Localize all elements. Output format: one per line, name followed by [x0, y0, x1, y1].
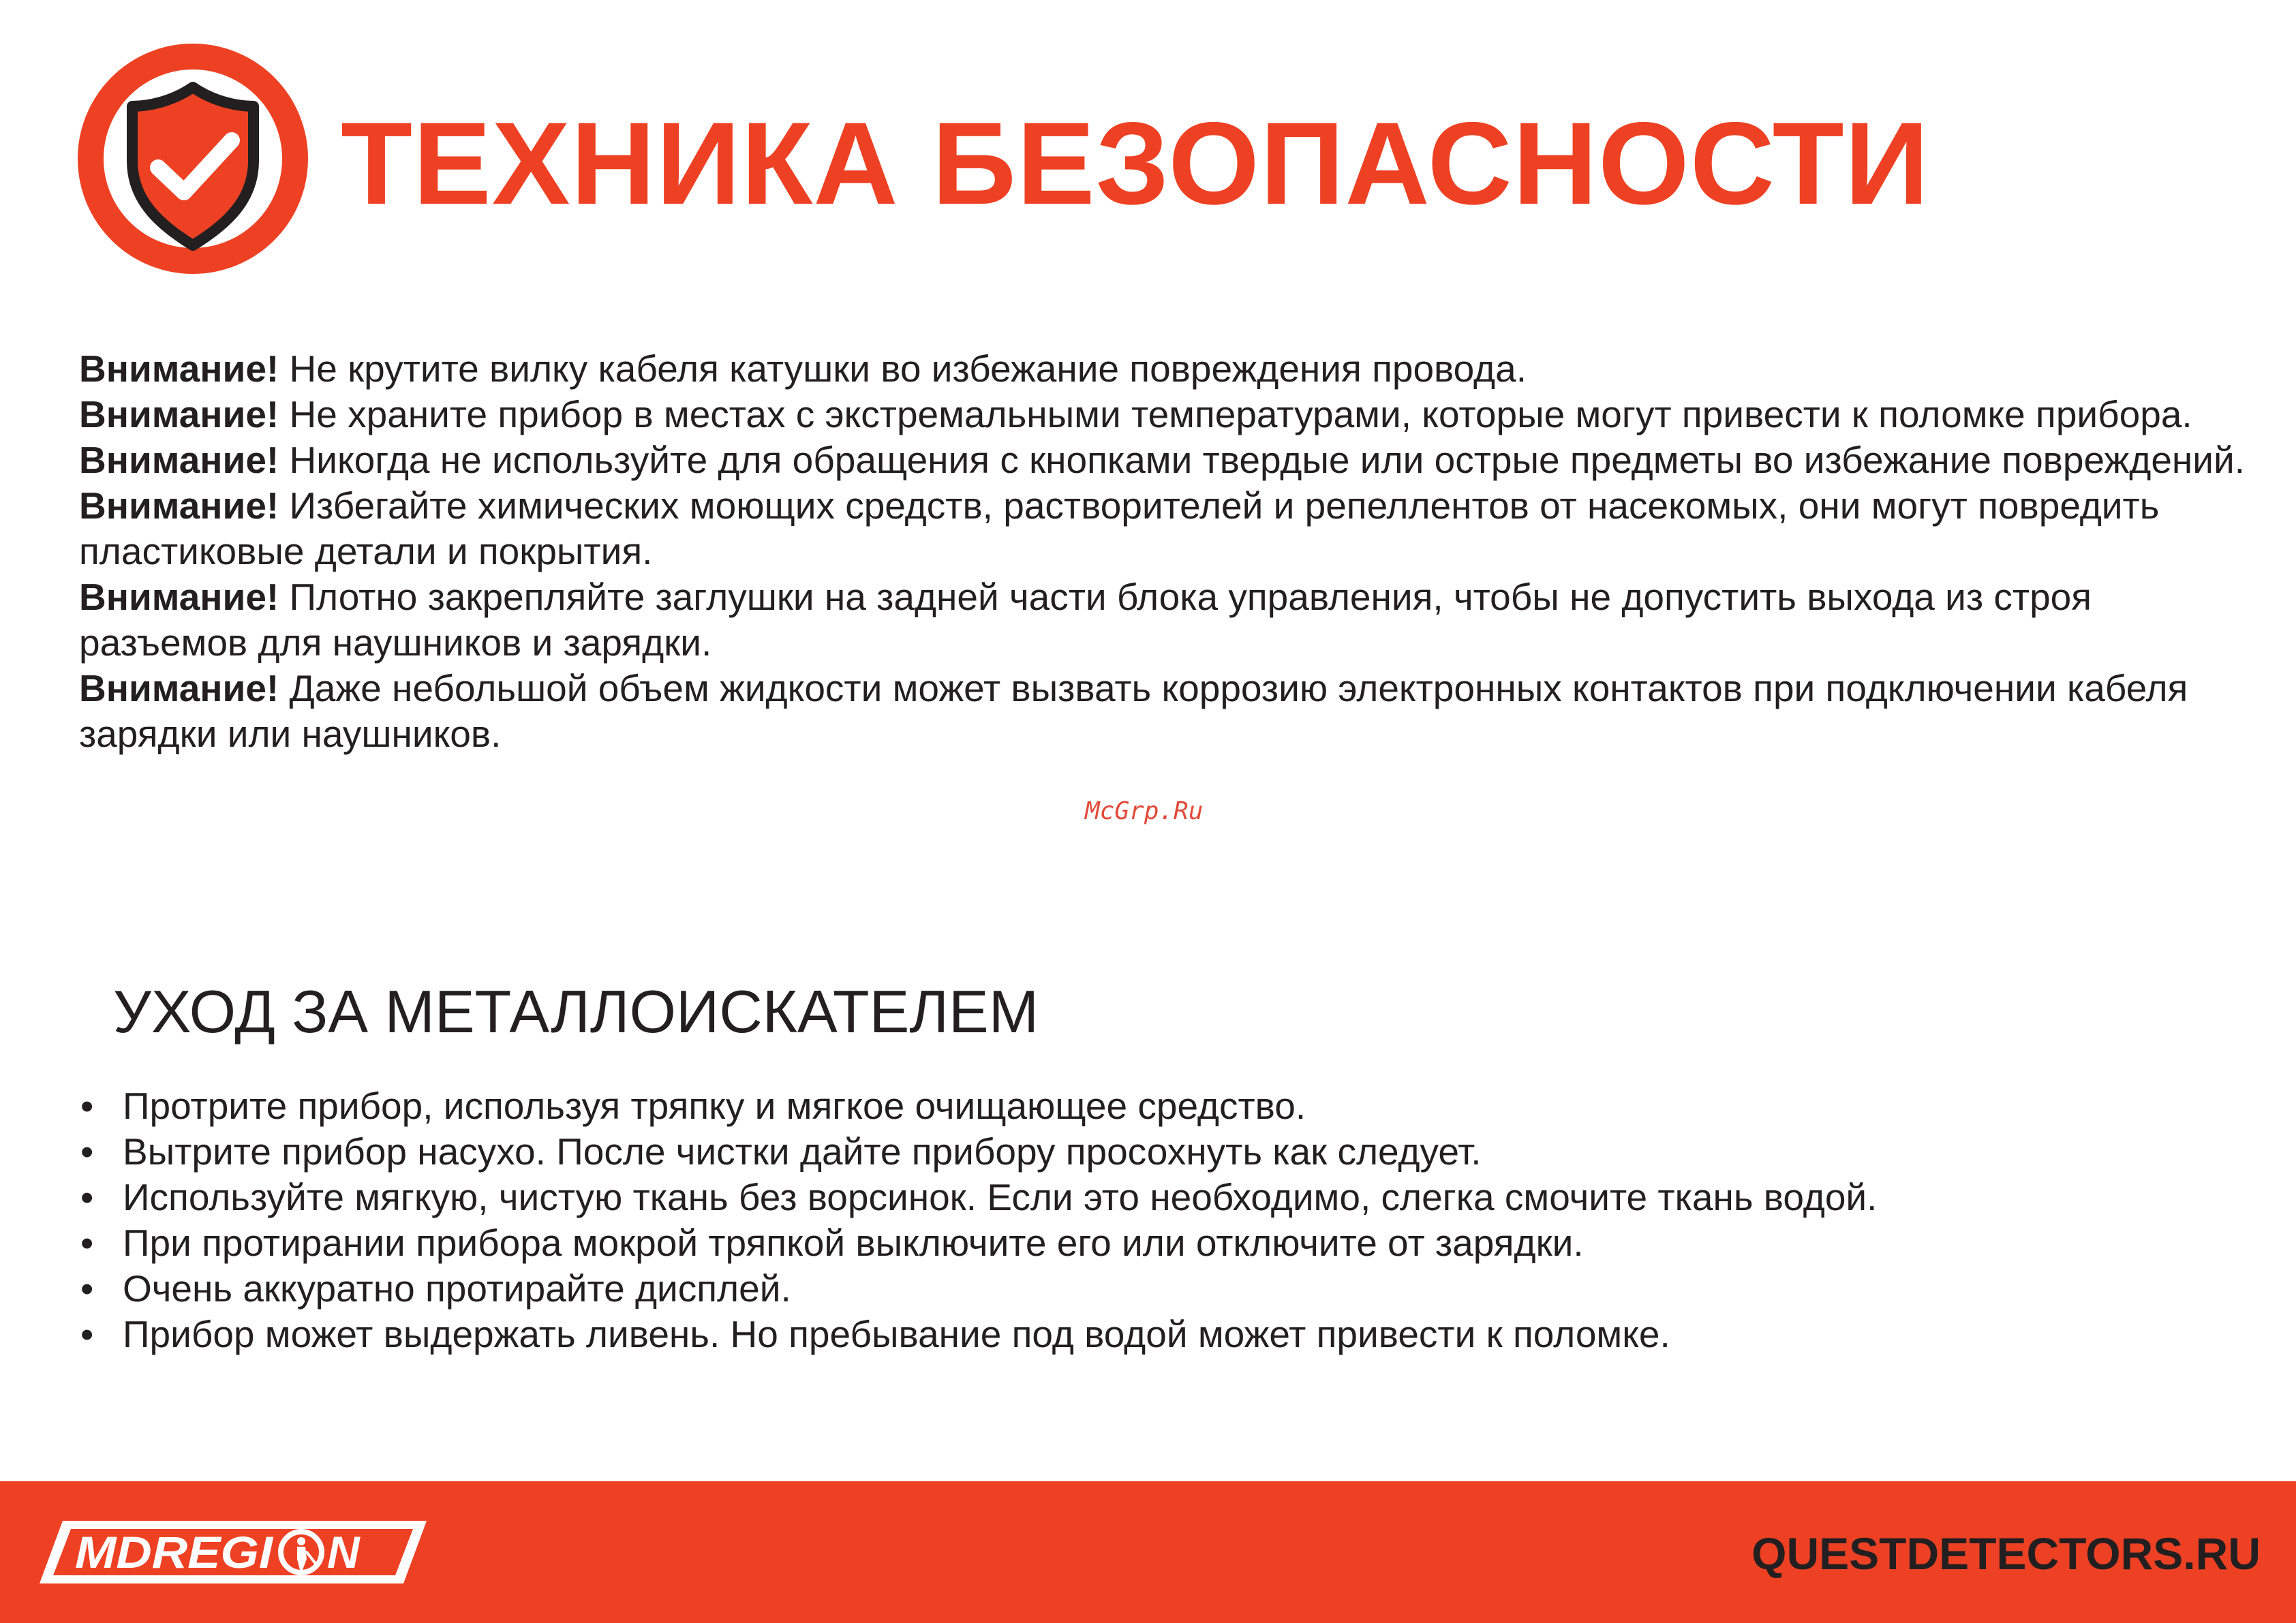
bullet: •: [80, 1085, 94, 1127]
list-item: [79, 1129, 2192, 1175]
svg-text:MDREGI: MDREGI: [75, 1527, 274, 1577]
warning-text: Избегайте химических моющих средств, растворителей и репеллентов от насекомых, они могут повредить пластиковые детали и покрытия.: [79, 484, 2160, 572]
list-item-text: Очень аккуратно протирайте дисплей.: [123, 1267, 791, 1310]
bullet: •: [80, 1222, 94, 1264]
warning-text: Никогда не используйте для обращения с кнопками твердые или острые предметы во избежание повреждений.: [279, 439, 2246, 481]
svg-text:N: N: [327, 1527, 360, 1577]
bullet: •: [80, 1130, 94, 1173]
list-item: [79, 1220, 2192, 1266]
list-item-text: Протрите прибор, используя тряпку и мягкое очищающее средство.: [123, 1085, 1306, 1127]
bullet: •: [80, 1267, 94, 1310]
warning-text: Не крутите вилку кабеля катушки во избежание повреждения провода.: [279, 347, 1527, 390]
bullet: •: [80, 1176, 94, 1218]
list-item-text: При протирании прибора мокрой тряпкой выключите его или отключите от зарядки.: [123, 1222, 1584, 1264]
warning-item: [79, 574, 2246, 666]
website-link[interactable]: QUESTDETECTORS.RU: [1751, 1528, 2261, 1579]
warning-label: Внимание!: [79, 484, 279, 527]
bullet: •: [80, 1313, 94, 1355]
list-item: [79, 1175, 2192, 1220]
list-item-text: Вытрите прибор насухо. После чистки дайте прибору просохнуть как следует.: [123, 1130, 1482, 1173]
warning-item: [79, 666, 2246, 757]
list-item-text: Прибор может выдержать ливень. Но пребывание под водой может привести к поломке.: [123, 1313, 1670, 1355]
list-item: [79, 1312, 2192, 1357]
warning-item: [79, 392, 2246, 437]
warning-text: Плотно закрепляйте заглушки на задней части блока управления, чтобы не допустить выхода из строя разъемов для наушников и зарядки.: [79, 576, 2092, 664]
warning-label: Внимание!: [79, 667, 279, 709]
section-title: УХОД ЗА МЕТАЛЛОИСКАТЕЛЕМ: [113, 978, 1039, 1045]
mdregion-logo: [35, 1517, 431, 1588]
warning-item: [79, 346, 2246, 392]
warnings-section: [79, 346, 2246, 757]
warning-text: Не храните прибор в местах с экстремальными температурами, которые могут привести к поломке прибора.: [279, 393, 2192, 435]
care-list: [79, 1083, 2192, 1357]
warning-label: Внимание!: [79, 439, 279, 481]
warning-text: Даже небольшой объем жидкости может вызвать коррозию электронных контактов при подключении кабеля зарядки или наушников.: [79, 667, 2188, 755]
list-item-text: Используйте мягкую, чистую ткань без ворсинок. Если это необходимо, слегка смочите ткань водой.: [123, 1176, 1878, 1218]
warning-item: [79, 483, 2246, 574]
list-item: [79, 1083, 2192, 1129]
warning-item: [79, 437, 2246, 483]
warning-label: Внимание!: [79, 347, 279, 390]
warning-label: Внимание!: [79, 576, 279, 618]
footer: [0, 1481, 2296, 1623]
watermark: McGrp.Ru: [1085, 797, 1204, 825]
shield-check-icon: [75, 41, 311, 277]
list-item: [79, 1266, 2192, 1312]
warning-label: Внимание!: [79, 393, 279, 435]
page-title: ТЕХНИКА БЕЗОПАСНОСТИ: [341, 98, 1930, 229]
